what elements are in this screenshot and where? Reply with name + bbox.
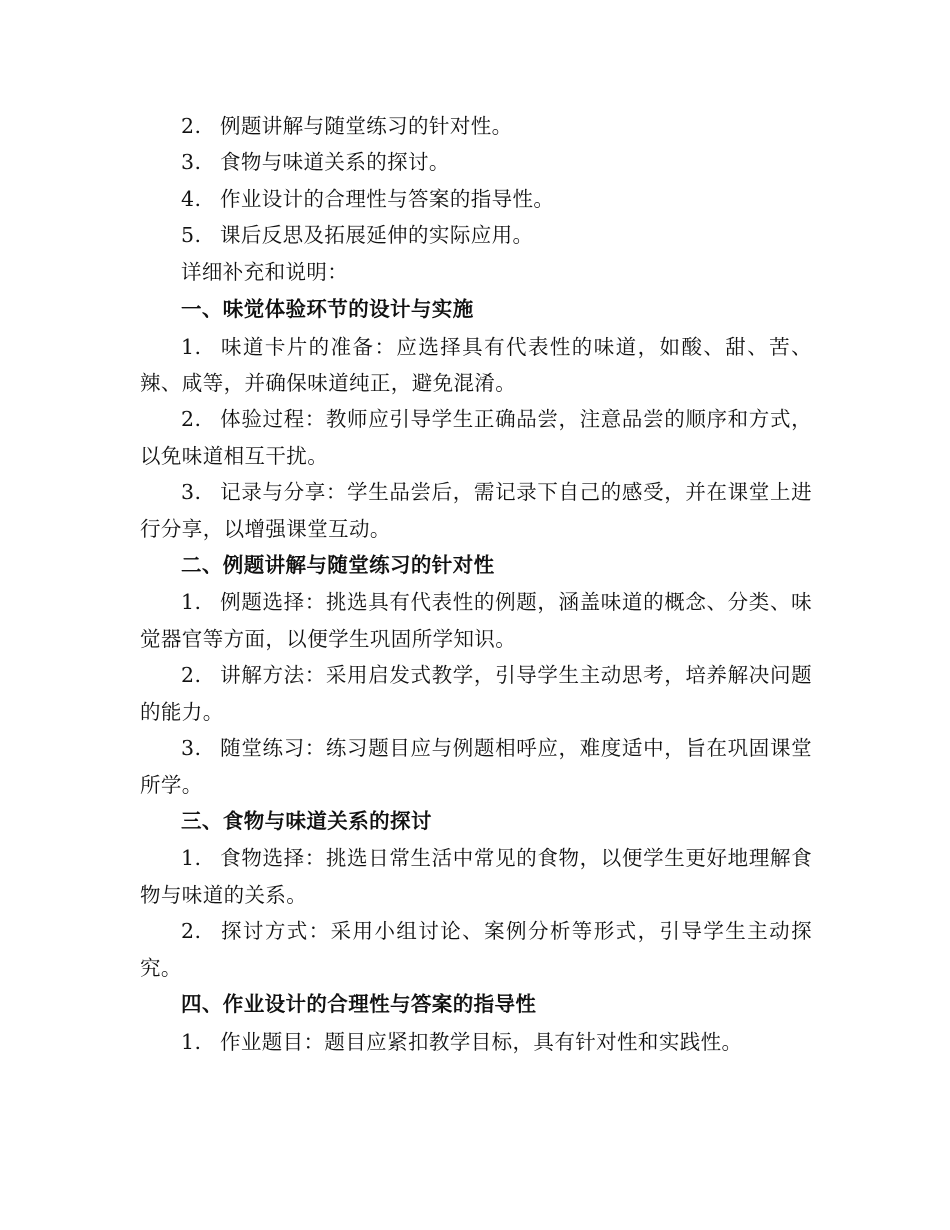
item-number: 2. [181, 663, 202, 688]
item-number: 1. [181, 590, 202, 615]
document-body [140, 108, 812, 1060]
item-text: 讲解方法：采用启发式教学，引导学生主动思考，培养解决问题的能力。 [140, 663, 812, 724]
item-number: 1. [181, 1029, 202, 1054]
item-text: 食物选择：挑选日常生活中常见的食物，以便学生更好地理解食物与味道的关系。 [140, 846, 812, 907]
item-text: 食物与味道关系的探讨。 [219, 150, 450, 175]
list-item [140, 144, 812, 180]
item-text: 例题讲解与随堂练习的针对性。 [219, 114, 513, 138]
item-text: 记录与分享：学生品尝后，需记录下自己的感受，并在课堂上进行分享，以增强课堂互动。 [140, 480, 812, 541]
item-text: 体验过程：教师应引导学生正确品尝，注意品尝的顺序和方式，以免味道相互干扰。 [140, 407, 812, 468]
item-number: 1. [181, 334, 202, 359]
item-number: 2. [181, 407, 202, 432]
list-item [140, 913, 812, 986]
item-number: 3. [181, 150, 202, 175]
list-item [140, 217, 812, 253]
supplement-label: 详细补充和说明： [181, 259, 349, 284]
item-number: 1. [181, 846, 202, 871]
item-text: 例题选择：挑选具有代表性的例题，涵盖味道的概念、分类、味觉器官等方面，以便学生巩固所学知识。 [140, 590, 812, 651]
list-item [140, 584, 812, 657]
item-number: 3. [181, 480, 202, 505]
section-heading: 一、味觉体验环节的设计与实施 [181, 297, 474, 322]
list-item [140, 181, 812, 217]
item-text: 作业题目：题目应紧扣教学目标，具有针对性和实践性。 [219, 1029, 743, 1054]
item-number: 2. [181, 919, 202, 944]
item-text: 味道卡片的准备：应选择具有代表性的味道，如酸、甜、苦、辣、咸等，并确保味道纯正，避免混淆。 [140, 334, 812, 395]
list-item [140, 474, 812, 547]
section-heading: 四、作业设计的合理性与答案的指导性 [181, 992, 537, 1017]
item-number: 4. [181, 186, 202, 211]
item-text: 课后反思及拓展延伸的实际应用。 [219, 223, 534, 248]
item-number: 2. [181, 114, 202, 138]
item-number: 5. [181, 223, 202, 248]
list-item [140, 730, 812, 803]
list-item [140, 657, 812, 730]
section-heading: 二、例题讲解与随堂练习的针对性 [181, 552, 495, 577]
list-item [140, 108, 812, 144]
list-item [140, 329, 812, 402]
list-item [140, 840, 812, 913]
list-item [140, 1024, 812, 1060]
item-text: 随堂练习：练习题目应与例题相呼应，难度适中，旨在巩固课堂所学。 [140, 736, 812, 797]
item-number: 3. [181, 736, 202, 761]
list-item [140, 401, 812, 474]
item-text: 作业设计的合理性与答案的指导性。 [219, 186, 555, 211]
item-text: 探讨方式：采用小组讨论、案例分析等形式，引导学生主动探究。 [140, 919, 812, 980]
section-heading: 三、食物与味道关系的探讨 [181, 808, 432, 833]
